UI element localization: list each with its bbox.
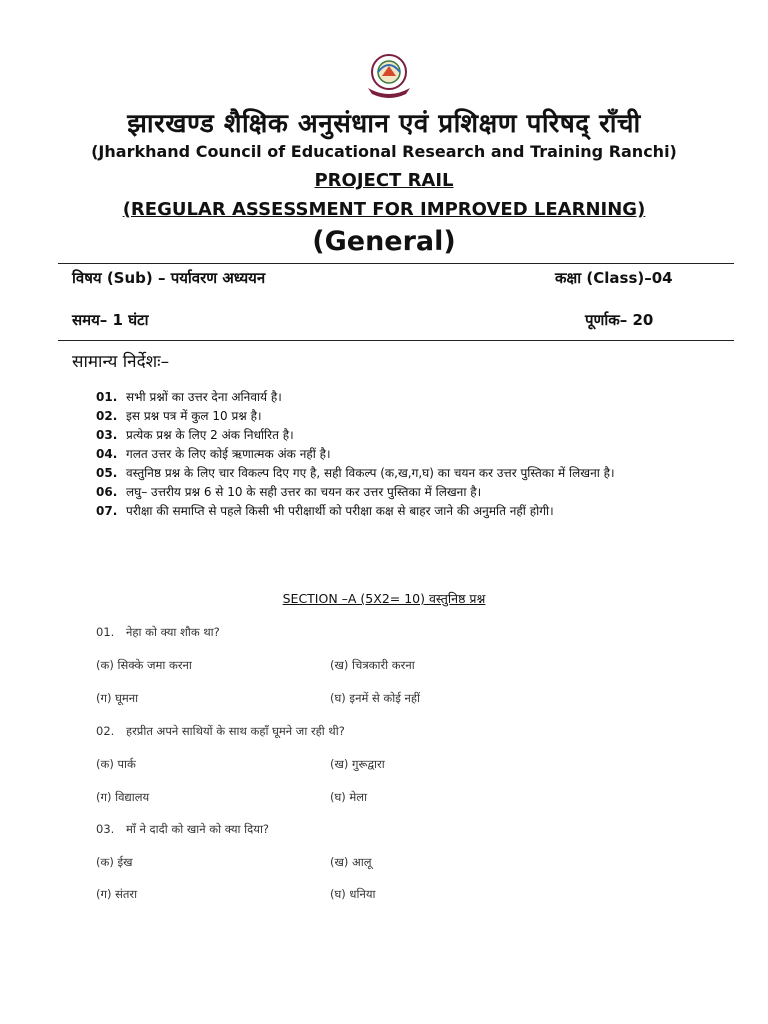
question-text: हरप्रीत अपने साथियों के साथ कहाँ घूमने जा रही थी? bbox=[126, 724, 345, 738]
instruction-text: परीक्षा की समाप्ति से पहले किसी भी परीक्षार्थी को परीक्षा कक्ष से बाहर जाने की अनुमति नहीं होगी। bbox=[126, 504, 554, 518]
option-c: (ग) घूमना bbox=[96, 691, 139, 705]
option-a: (क) पार्क bbox=[96, 757, 136, 771]
instruction-item bbox=[96, 445, 696, 463]
instruction-item bbox=[96, 502, 696, 520]
option-d: (घ) धनिया bbox=[330, 887, 376, 901]
full-marks-label: पूर्णाक– 20 bbox=[585, 311, 654, 329]
question-2 bbox=[96, 724, 345, 739]
instruction-number: 03. bbox=[96, 428, 118, 442]
instructions-list bbox=[96, 388, 696, 521]
instruction-item bbox=[96, 464, 696, 482]
instruction-text: लघु– उत्तरीय प्रश्न 6 से 10 के सही उत्तर का चयन कर उत्तर पुस्तिका में लिखना है। bbox=[126, 485, 482, 499]
question-number: 03. bbox=[96, 822, 115, 836]
option-b: (ख) चित्रकारी करना bbox=[330, 658, 415, 672]
instruction-item bbox=[96, 483, 696, 501]
instructions-heading: सामान्य निर्देशः– bbox=[72, 352, 170, 372]
divider-bottom bbox=[58, 340, 734, 341]
option-d: (घ) मेला bbox=[330, 790, 368, 804]
project-title: PROJECT RAIL bbox=[314, 170, 454, 191]
instruction-text: इस प्रश्न पत्र में कुल 10 प्रश्न है। bbox=[126, 409, 262, 423]
divider-top bbox=[58, 263, 734, 264]
question-1 bbox=[96, 625, 220, 640]
class-label: कक्षा (Class)–04 bbox=[555, 269, 673, 287]
council-title-english: (Jharkhand Council of Educational Research and Training Ranchi) bbox=[91, 142, 677, 161]
instruction-number: 01. bbox=[96, 390, 118, 404]
option-c: (ग) संतरा bbox=[96, 887, 138, 901]
instruction-number: 04. bbox=[96, 447, 118, 461]
instruction-item bbox=[96, 407, 696, 425]
instruction-item bbox=[96, 426, 696, 444]
instruction-number: 07. bbox=[96, 504, 118, 518]
section-a-heading: SECTION –A (5X2= 10) वस्तुनिष्ठ प्रश्न bbox=[282, 591, 486, 606]
instruction-number: 05. bbox=[96, 466, 118, 480]
council-title-hindi: झारखण्ड शैक्षिक अनुसंधान एवं प्रशिक्षण परिषद् राँची bbox=[127, 109, 641, 139]
option-a: (क) ईख bbox=[96, 855, 133, 869]
subject-label: विषय (Sub) – पर्यावरण अध्ययन bbox=[72, 269, 266, 287]
stream-label: (General) bbox=[312, 226, 456, 257]
question-3 bbox=[96, 822, 269, 837]
option-a: (क) सिक्के जमा करना bbox=[96, 658, 192, 672]
instruction-number: 02. bbox=[96, 409, 118, 423]
option-b: (ख) गुरूद्वारा bbox=[330, 757, 385, 771]
instruction-number: 06. bbox=[96, 485, 118, 499]
option-b: (ख) आलू bbox=[330, 855, 372, 869]
instruction-item bbox=[96, 388, 696, 406]
instruction-text: गलत उत्तर के लिए कोई ऋणात्मक अंक नहीं है। bbox=[126, 447, 331, 461]
project-full-form: (REGULAR ASSESSMENT FOR IMPROVED LEARNING) bbox=[122, 199, 646, 220]
jcert-logo-icon bbox=[360, 50, 418, 100]
question-text: माँ ने दादी को खाने को क्या दिया? bbox=[126, 822, 270, 836]
question-number: 02. bbox=[96, 724, 115, 738]
instruction-text: प्रत्येक प्रश्न के लिए 2 अंक निर्धारित है। bbox=[126, 428, 294, 442]
option-c: (ग) विद्यालय bbox=[96, 790, 150, 804]
question-number: 01. bbox=[96, 625, 115, 639]
instruction-text: वस्तुनिष्ठ प्रश्न के लिए चार विकल्प दिए गए है, सही विकल्प (क,ख,ग,घ) का चयन कर उत्तर पुस्तिका में लिखना है। bbox=[126, 466, 615, 480]
time-label: समय– 1 घंटा bbox=[72, 311, 149, 329]
question-text: नेहा को क्या शौक था? bbox=[126, 625, 220, 639]
option-d: (घ) इनमें से कोई नहीं bbox=[330, 691, 420, 705]
instruction-text: सभी प्रश्नों का उत्तर देना अनिवार्य है। bbox=[126, 390, 282, 404]
